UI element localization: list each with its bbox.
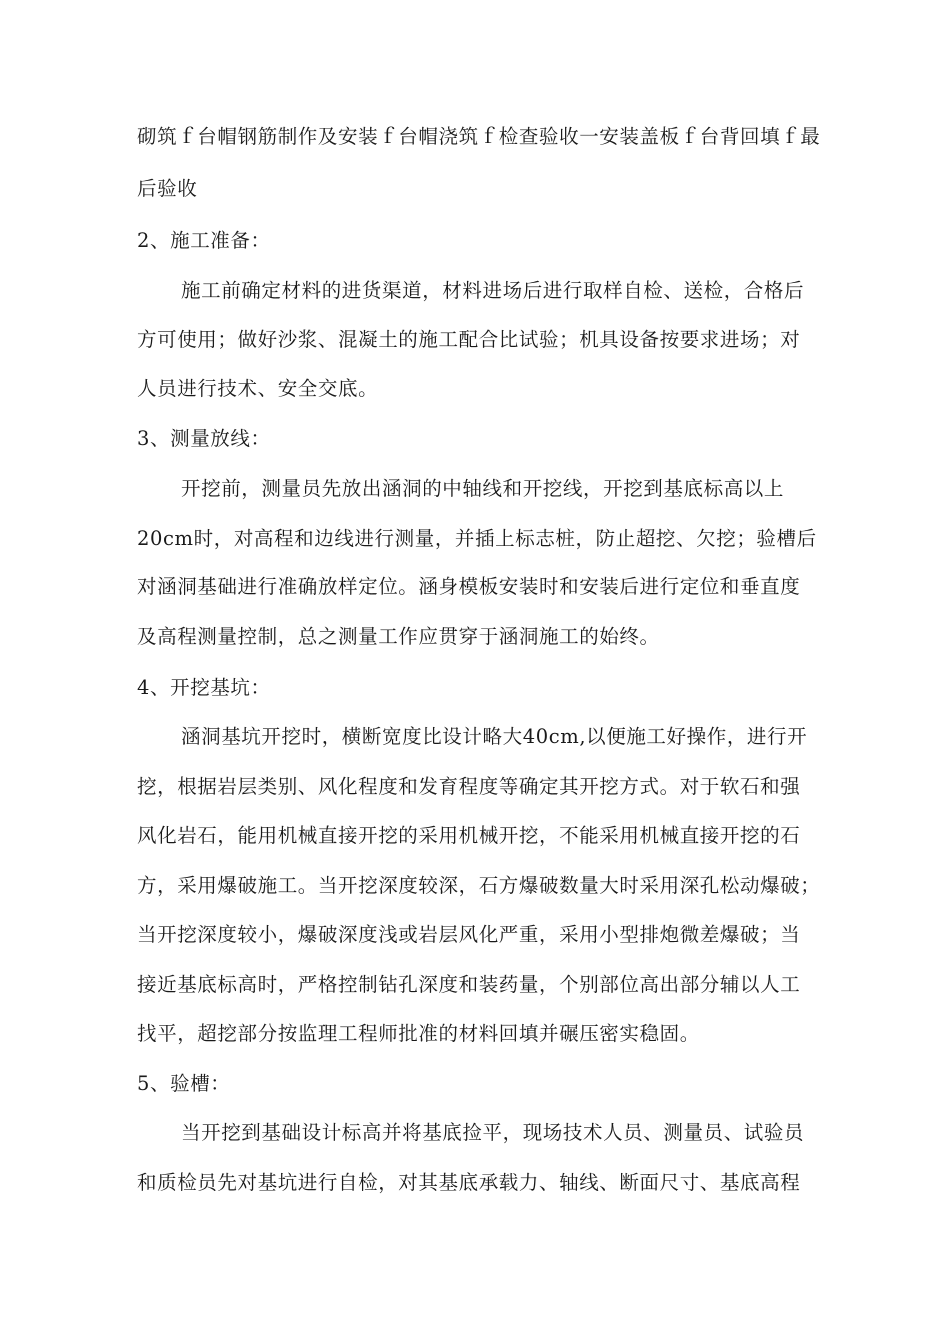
inspection-line-2: 和质检员先对基坑进行自检，对其基底承载力、轴线、断面尺寸、基底高程 xyxy=(137,1171,801,1194)
survey-line-4: 及高程测量控制，总之测量工作应贯穿于涵洞施工的始终。 xyxy=(137,625,660,648)
excavation-line-4: 方，采用爆破施工。当开挖深度较深，石方爆破数量大时采用深孔松动爆破； xyxy=(137,874,821,897)
survey-line-2: 20cm时，对高程和边线进行测量，并插上标志桩，防止超挖、欠挖；验槽后 xyxy=(137,527,817,550)
section-heading-construction-preparation: 2、施工准备： xyxy=(137,229,271,252)
section-heading-survey-setting-out: 3、测量放线： xyxy=(137,427,271,450)
section-heading-foundation-pit-excavation: 4、开挖基坑： xyxy=(137,676,271,699)
excavation-line-1: 涵洞基坑开挖时，横断宽度比设计略大40cm,以便施工好操作，进行开 xyxy=(181,725,808,748)
excavation-line-2: 挖，根据岩层类别、风化程度和发育程度等确定其开挖方式。对于软石和强 xyxy=(137,775,801,798)
excavation-line-7: 找平，超挖部分按监理工程师批准的材料回填并碾压密实稳固。 xyxy=(137,1022,700,1045)
survey-line-3: 对涵洞基础进行准确放样定位。涵身模板安装时和安装后进行定位和垂直度 xyxy=(137,575,801,598)
flow-line-1: 砌筑ｆ台帽钢筋制作及安装ｆ台帽浇筑ｆ检查验收一安装盖板ｆ台背回填ｆ最 xyxy=(137,125,821,148)
flow-line-2: 后验收 xyxy=(137,177,198,200)
section-heading-trench-inspection: 5、验槽： xyxy=(137,1072,231,1095)
excavation-line-5: 当开挖深度较小，爆破深度浅或岩层风化严重，采用小型排炮微差爆破；当 xyxy=(137,923,801,946)
excavation-line-3: 风化岩石，能用机械直接开挖的采用机械开挖，不能采用机械直接开挖的石 xyxy=(137,824,801,847)
preparation-line-3: 人员进行技术、安全交底。 xyxy=(137,377,379,400)
survey-line-1: 开挖前，测量员先放出涵洞的中轴线和开挖线，开挖到基底标高以上 xyxy=(181,477,785,500)
preparation-line-2: 方可使用；做好沙浆、混凝土的施工配合比试验；机具设备按要求进场；对 xyxy=(137,328,801,351)
inspection-line-1: 当开挖到基础设计标高并将基底捡平，现场技术人员、测量员、试验员 xyxy=(181,1121,805,1144)
preparation-line-1: 施工前确定材料的进货渠道，材料进场后进行取样自检、送检，合格后 xyxy=(181,279,805,302)
excavation-line-6: 接近基底标高时，严格控制钻孔深度和装药量，个别部位高出部分辅以人工 xyxy=(137,973,801,996)
